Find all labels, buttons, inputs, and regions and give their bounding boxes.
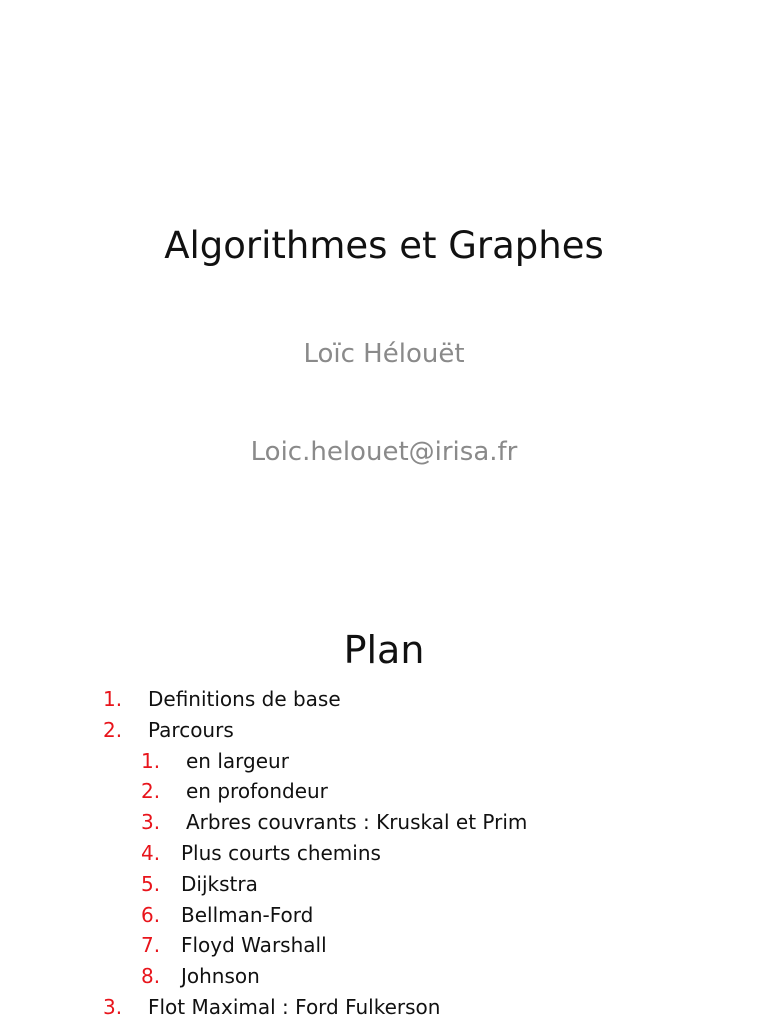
list-item bbox=[0, 684, 768, 715]
list-item-text: Bellman-Ford bbox=[181, 902, 314, 927]
list-item-text: Dijkstra bbox=[181, 871, 258, 896]
slide-title: Algorithmes et Graphes bbox=[164, 224, 604, 267]
list-item-number: 2. bbox=[141, 779, 161, 804]
list-item-number: 2. bbox=[103, 717, 123, 742]
list-item-number: 3. bbox=[103, 994, 123, 1019]
list-item bbox=[0, 992, 768, 1023]
list-item-number: 5. bbox=[141, 871, 161, 896]
plan-slide bbox=[0, 560, 768, 1024]
list-item bbox=[0, 715, 768, 746]
list-item bbox=[0, 900, 768, 931]
list-item bbox=[0, 807, 768, 838]
author-email: Loic.helouet@irisa.fr bbox=[250, 437, 518, 467]
list-item bbox=[0, 961, 768, 992]
list-item-text: en profondeur bbox=[186, 779, 328, 804]
list-item-number: 8. bbox=[141, 964, 161, 989]
author-name: Loïc Hélouët bbox=[303, 339, 465, 369]
list-item-number: 3. bbox=[141, 810, 161, 835]
list-item-number: 4. bbox=[141, 840, 161, 865]
plan-list bbox=[0, 684, 768, 1023]
list-item-text: Flot Maximal : Ford Fulkerson bbox=[148, 994, 441, 1019]
list-item-text: Arbres couvrants : Kruskal et Prim bbox=[186, 810, 528, 835]
list-item-text: Parcours bbox=[148, 717, 234, 742]
list-item-number: 1. bbox=[141, 748, 161, 773]
list-item bbox=[0, 869, 768, 900]
list-item-text: Plus courts chemins bbox=[181, 840, 381, 865]
list-item-number: 7. bbox=[141, 933, 161, 958]
list-item-text: Johnson bbox=[181, 964, 260, 989]
list-item-text: Definitions de base bbox=[148, 687, 341, 711]
list-item-number: 1. bbox=[103, 687, 123, 711]
list-item bbox=[0, 776, 768, 807]
list-item-number: 6. bbox=[141, 902, 161, 927]
list-item bbox=[0, 746, 768, 777]
list-item bbox=[0, 930, 768, 961]
list-item bbox=[0, 838, 768, 869]
list-item-text: Floyd Warshall bbox=[181, 933, 327, 958]
plan-title: Plan bbox=[343, 628, 425, 672]
list-item-text: en largeur bbox=[186, 748, 289, 773]
